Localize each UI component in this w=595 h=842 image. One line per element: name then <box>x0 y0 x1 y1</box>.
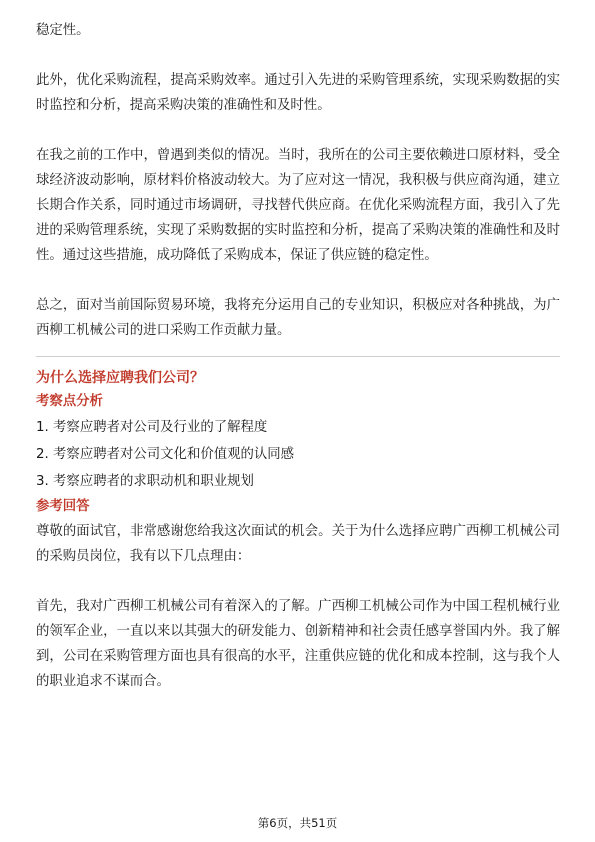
answer-heading: 参考回答 <box>36 499 90 514</box>
list-item: 1. 考察应聘者对公司及行业的了解程度 <box>36 420 268 435</box>
paragraph-gap <box>36 118 560 143</box>
section-divider <box>36 356 560 357</box>
page-footer: 第6页，共51页 <box>257 816 338 830</box>
analysis-list <box>36 414 560 495</box>
list-item: 2. 考察应聘者对公司文化和价值观的认同感 <box>36 447 295 462</box>
paragraph-continuation: 稳定性。 <box>36 23 90 38</box>
paragraph-gap <box>36 43 560 68</box>
answer-paragraph-intro: 尊敬的面试官，非常感谢您给我这次面试的机会。关于为什么选择应聘广西柳工机械公司的采购员岗位，我有以下几点理由： <box>36 524 560 564</box>
paragraph-gap <box>36 268 560 293</box>
paragraph-conclusion: 总之，面对当前国际贸易环境，我将充分运用自己的专业知识，积极应对各种挑战，为广西柳工机械公司的进口采购工作贡献力量。 <box>36 298 560 338</box>
paragraph-optimize-procurement: 此外，优化采购流程，提高采购效率。通过引入先进的采购管理系统，实现采购数据的实时监控和分析，提高采购决策的准确性和及时性。 <box>36 73 560 113</box>
analysis-heading: 考察点分析 <box>36 394 103 409</box>
question-title: 为什么选择应聘我们公司？ <box>36 370 204 386</box>
paragraph-gap <box>36 569 560 594</box>
answer-paragraph-first: 首先，我对广西柳工机械公司有着深入的了解。广西柳工机械公司作为中国工程机械行业的领军企业，一直以来以其强大的研发能力、创新精神和社会责任感享誉国内外。我了解到，公司在采购管理方面也具有很高的水平，注重供应链的优化和成本控制，这与我个人的职业追求不谋而合。 <box>36 599 560 689</box>
list-item: 3. 考察应聘者的求职动机和职业规划 <box>36 474 254 489</box>
paragraph-past-experience: 在我之前的工作中，曾遇到类似的情况。当时，我所在的公司主要依赖进口原材料，受全球经济波动影响，原材料价格波动较大。为了应对这一情况，我积极与供应商沟通，建立长期合作关系，同时通过市场调研，寻找替代供应商。在优化采购流程方面，我引入了先进的采购管理系统，实现了采购数据的实时监控和分析，提高了采购决策的准确性和及时性。通过这些措施，成功降低了采购成本，保证了供应链的稳定性。 <box>36 148 560 263</box>
document-page <box>36 18 560 694</box>
